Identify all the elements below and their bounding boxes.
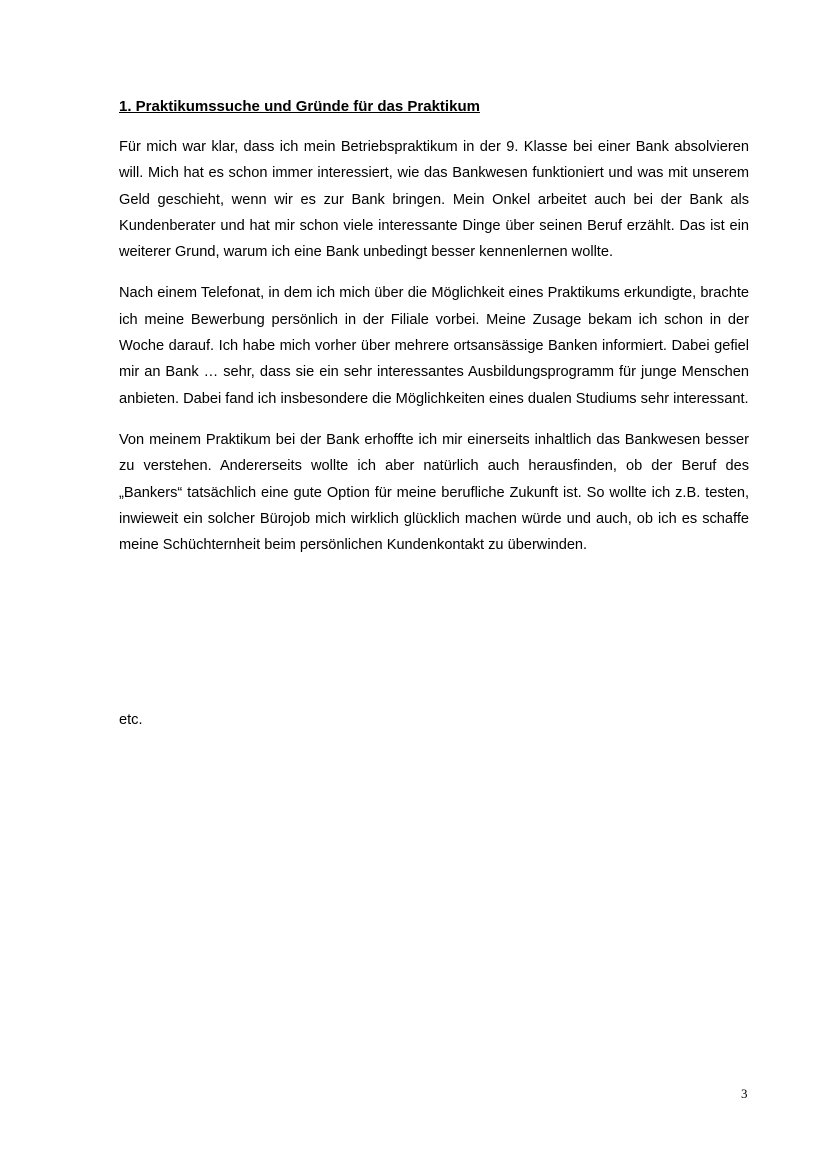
paragraph-2: Nach einem Telefonat, in dem ich mich über die Möglichkeit eines Praktikums erkundigte, brachte ich meine Bewerbung persönlich in der Filiale vorbei. Meine Zusage bekam ich schon in der Woche darauf. Ich habe mich vorher über mehrere ortsansässige Banken informiert. Dabei gefiel mir an Bank … sehr, dass sie ein sehr interessantes Ausbildungsprogramm für junge Menschen anbieten. Dabei fand ich insbesondere die Möglichkeiten eines dualen Studiums sehr interessant. — [119, 285, 749, 407]
paragraph-1: Für mich war klar, dass ich mein Betriebspraktikum in der 9. Klasse bei einer Bank absolvieren will. Mich hat es schon immer interessiert, wie das Bankwesen funktioniert und was mit unserem Geld geschieht, wenn wir es zur Bank bringen. Mein Onkel arbeitet auch bei der Bank als Kundenberater und hat mir schon viele interessante Dinge über seinen Beruf erzählt. Das ist ein weiterer Grund, warum ich eine Bank unbedingt besser kennenlernen wollte. — [119, 139, 749, 261]
page-number: 3 — [741, 1086, 748, 1101]
paragraph-3: Von meinem Praktikum bei der Bank erhoffte ich mir einerseits inhaltlich das Bankwesen besser zu verstehen. Andererseits wollte ich aber natürlich auch herausfinden, ob der Beruf des „Bankers“ tatsächlich eine gute Option für meine berufliche Zukunft ist. So wollte ich z.B. testen, inwieweit ein solcher Bürojob mich wirklich glücklich machen würde und auch, ob ich es schaffe meine Schüchternheit beim persönlichen Kundenkontakt zu überwinden. — [119, 431, 749, 554]
etc-text: etc. — [119, 712, 143, 728]
section-heading: 1. Praktikumssuche und Gründe für das Praktikum — [119, 98, 480, 115]
document-body — [119, 97, 749, 573]
